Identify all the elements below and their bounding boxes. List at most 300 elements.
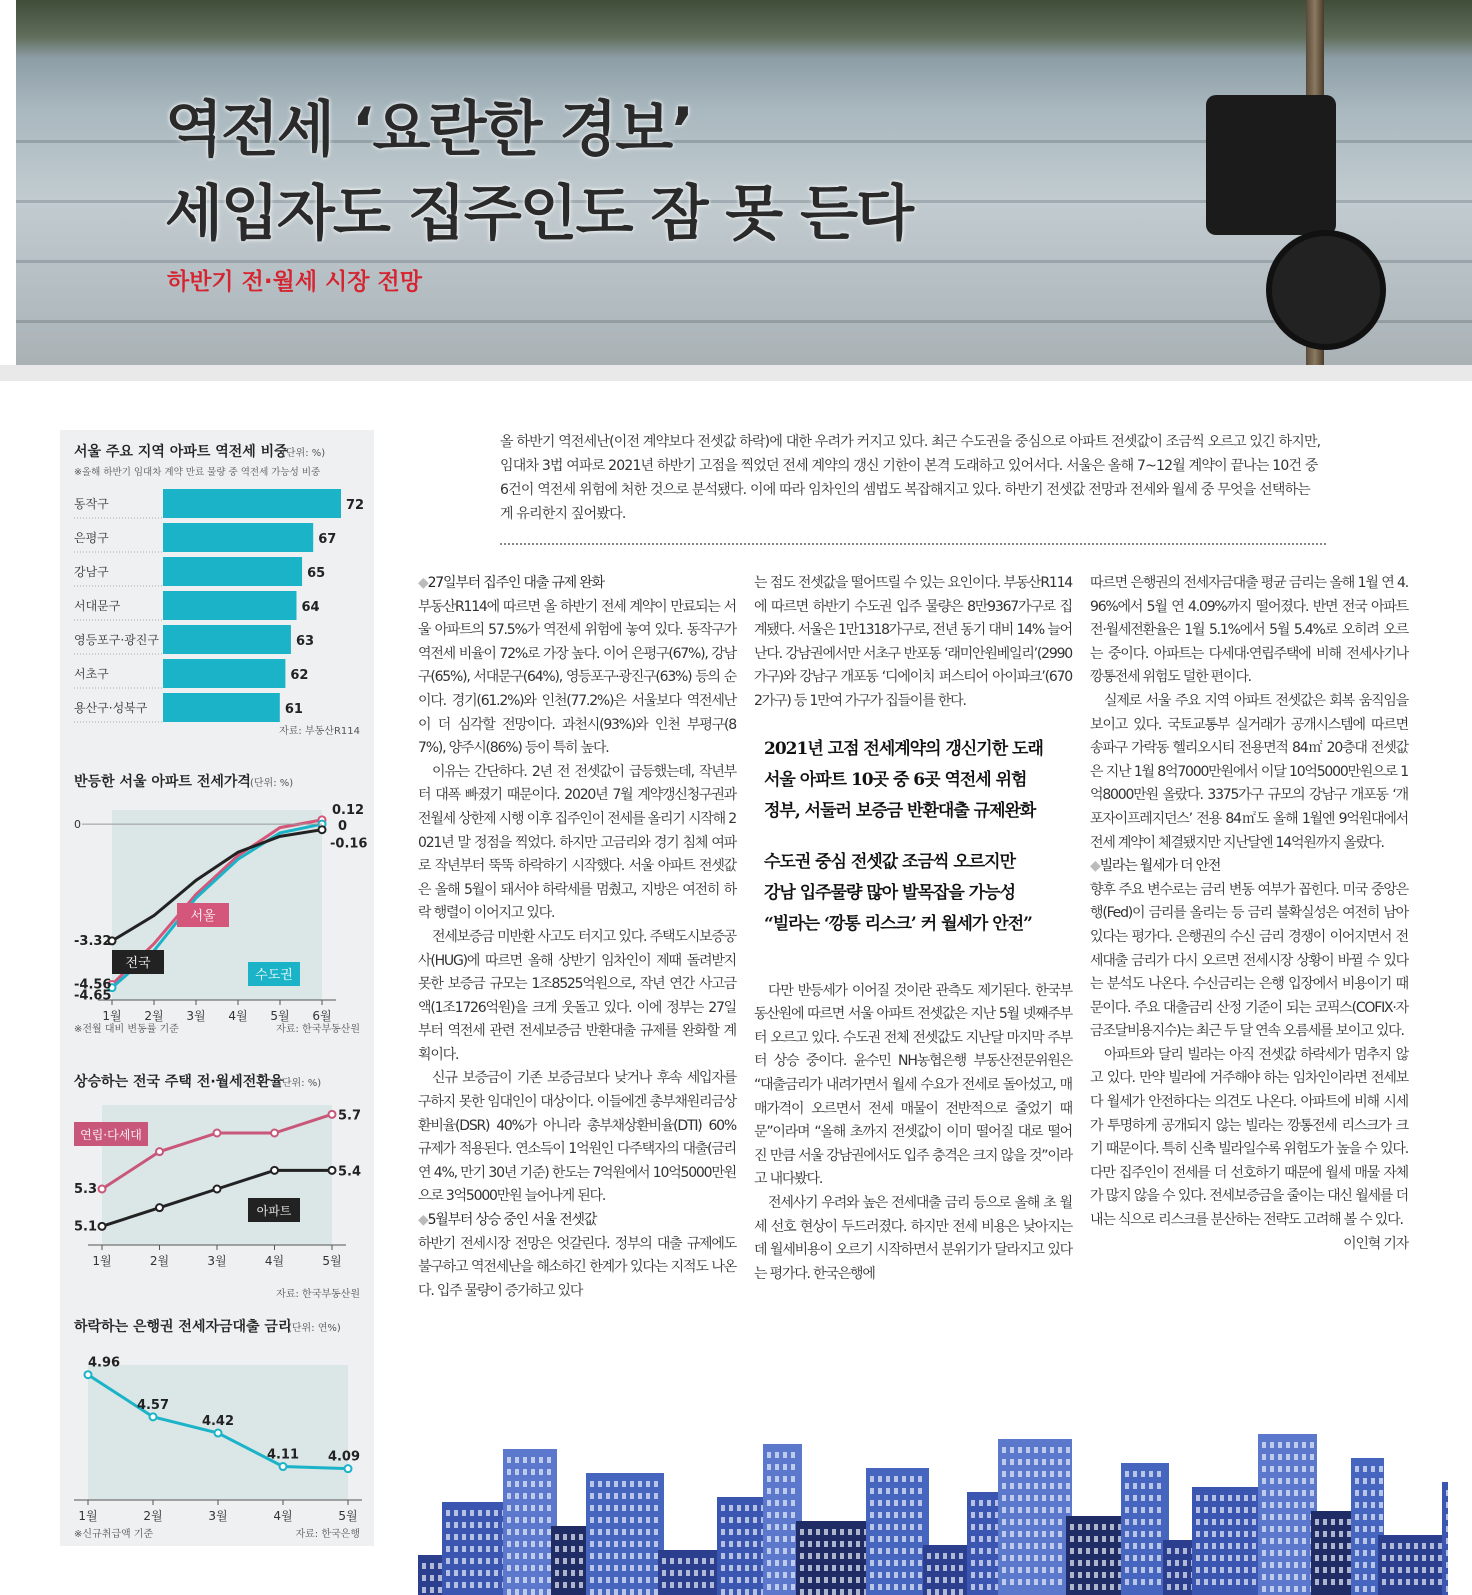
- window: [1294, 1550, 1298, 1556]
- window: [1026, 1495, 1030, 1501]
- window: [824, 1541, 828, 1547]
- window: [606, 1565, 610, 1571]
- window: [979, 1548, 983, 1554]
- window: [878, 1500, 882, 1506]
- window: [446, 1510, 450, 1516]
- window: [1294, 1586, 1298, 1592]
- window: [791, 1560, 795, 1566]
- window: [1018, 1507, 1022, 1513]
- window: [507, 1493, 511, 1499]
- window: [494, 1510, 498, 1516]
- window: [791, 1572, 795, 1578]
- window: [927, 1589, 931, 1595]
- chart-title: 상승하는 전국 주택 전·월세전환율: [74, 1074, 284, 1090]
- window: [622, 1517, 626, 1523]
- window: [598, 1577, 602, 1583]
- chart-source: 자료: 한국부동산원: [276, 1024, 360, 1035]
- window: [1070, 1548, 1074, 1554]
- window: [1050, 1555, 1054, 1561]
- window: [1422, 1567, 1426, 1573]
- paragraph-text: 이유는 간단하다. 2년 전 전셋값이 급등했는데, 작년부터 대폭 빠졌기 때문이다. 2020년 7월 계약갱신청구권과 전월세 상한제 시행 이후 집주인이 전세를 올리기 시작해 2021년 말 정점을 찍었다. 하지만 고금리와 경기 침체 여파로 작년부터 뚝뚝 하락하기 시작했다. 서울 아파트 전셋값은 올해 5월이 돼서야 하락세를 멈췄고, 지방은 여전히 하락 행렬이 이어지고 있다.: [418, 763, 736, 922]
- series-label: 서울: [190, 909, 216, 924]
- window: [462, 1510, 466, 1516]
- window: [630, 1577, 634, 1583]
- window: [1220, 1507, 1224, 1513]
- window: [951, 1553, 955, 1559]
- chart-source: 자료: 부동산R114: [279, 726, 360, 737]
- window: [1294, 1502, 1298, 1508]
- window: [1315, 1555, 1319, 1561]
- window: [614, 1577, 618, 1583]
- window: [878, 1536, 882, 1542]
- window: [478, 1582, 482, 1588]
- window: [1002, 1447, 1006, 1453]
- window: [848, 1589, 852, 1595]
- window: [590, 1541, 594, 1547]
- window: [523, 1565, 527, 1571]
- window: [430, 1575, 434, 1581]
- data-label: 4.96: [88, 1355, 121, 1371]
- window: [729, 1529, 733, 1535]
- speaker-image: [1206, 95, 1336, 235]
- window: [638, 1553, 642, 1559]
- window: [1094, 1560, 1098, 1566]
- window: [840, 1529, 844, 1535]
- window: [1058, 1543, 1062, 1549]
- window: [1278, 1490, 1282, 1496]
- window: [1390, 1555, 1394, 1561]
- window: [1371, 1490, 1375, 1496]
- window: [1042, 1555, 1046, 1561]
- window: [1018, 1555, 1022, 1561]
- data-point: [150, 1413, 157, 1420]
- window: [1310, 1502, 1314, 1508]
- window: [1414, 1555, 1418, 1561]
- window: [1355, 1466, 1359, 1472]
- window: [902, 1476, 906, 1482]
- window: [1078, 1524, 1082, 1530]
- window: [1270, 1514, 1274, 1520]
- window: [1371, 1550, 1375, 1556]
- window: [918, 1488, 922, 1494]
- window: [630, 1529, 634, 1535]
- window: [622, 1481, 626, 1487]
- window: [1196, 1519, 1200, 1525]
- window: [1149, 1507, 1153, 1513]
- window: [767, 1524, 771, 1530]
- window: [870, 1584, 874, 1590]
- window: [515, 1505, 519, 1511]
- window: [1347, 1519, 1351, 1525]
- window: [721, 1553, 725, 1559]
- window: [1422, 1579, 1426, 1585]
- window: [1157, 1543, 1161, 1549]
- window: [1331, 1555, 1335, 1561]
- window: [531, 1565, 535, 1571]
- window: [971, 1500, 975, 1506]
- window: [1196, 1495, 1200, 1501]
- window: [515, 1493, 519, 1499]
- paragraph: [418, 761, 736, 926]
- series-label: 전국: [125, 956, 151, 971]
- window: [878, 1572, 882, 1578]
- window: [1125, 1531, 1129, 1537]
- window: [1438, 1555, 1442, 1561]
- window: [1010, 1447, 1014, 1453]
- window: [894, 1476, 898, 1482]
- article-column-1: [418, 572, 736, 1303]
- window: [1058, 1507, 1062, 1513]
- window: [918, 1560, 922, 1566]
- window: [1270, 1550, 1274, 1556]
- window: [598, 1493, 602, 1499]
- window: [1323, 1531, 1327, 1537]
- window: [1066, 1495, 1070, 1501]
- window: [886, 1500, 890, 1506]
- window: [886, 1548, 890, 1554]
- window: [1270, 1478, 1274, 1484]
- window: [1058, 1471, 1062, 1477]
- window: [1196, 1579, 1200, 1585]
- window: [824, 1577, 828, 1583]
- window: [1086, 1572, 1090, 1578]
- window: [1175, 1548, 1179, 1554]
- section-subheading: [418, 1209, 736, 1233]
- window: [1070, 1584, 1074, 1590]
- window: [1315, 1543, 1319, 1549]
- window: [1315, 1567, 1319, 1573]
- window: [470, 1510, 474, 1516]
- bar-label: 동작구: [74, 497, 109, 511]
- window: [832, 1541, 836, 1547]
- paragraph: [1090, 1044, 1408, 1256]
- window: [1286, 1526, 1290, 1532]
- window: [646, 1589, 650, 1595]
- window: [971, 1548, 975, 1554]
- window: [1286, 1538, 1290, 1544]
- window: [1278, 1538, 1282, 1544]
- window: [721, 1565, 725, 1571]
- window: [959, 1577, 963, 1583]
- window: [1363, 1550, 1367, 1556]
- window: [979, 1584, 983, 1590]
- window: [808, 1529, 812, 1535]
- window: [1371, 1466, 1375, 1472]
- window: [507, 1577, 511, 1583]
- window: [1034, 1579, 1038, 1585]
- window: [721, 1577, 725, 1583]
- window: [1167, 1584, 1171, 1590]
- paragraph: 다만 반등세가 이어질 것이란 관측도 제기된다. 한국부동산원에 따르면 서울 아파트 전셋값은 지난 5월 넷째주부터 오르고 있다. 수도권 전체 전셋값도 지난달 마지막 주부터 상승 중이다. 윤수민 NH농협은행 부동산전문위원은 “대출금리가 내려가면서 월세 수요가 전세로 돌아섰고, 매매가격이 오르면서 전세 매물이 전반적으로 줄었기 때문”이라며 “올해 초까지 전셋값이 이미 떨어질 대로 떨어진 만큼 서울 강남권에서도 입주 충격은 크지 않을 것”이라고 내다봤다.: [754, 982, 1072, 1188]
- window: [783, 1512, 787, 1518]
- window: [1026, 1459, 1030, 1465]
- window: [590, 1529, 594, 1535]
- window: [1310, 1478, 1314, 1484]
- window: [1270, 1562, 1274, 1568]
- window: [902, 1584, 906, 1590]
- window: [630, 1493, 634, 1499]
- window: [1262, 1586, 1266, 1592]
- bar: [163, 625, 291, 654]
- window: [622, 1505, 626, 1511]
- window: [1149, 1555, 1153, 1561]
- data-label: -0.16: [330, 836, 368, 852]
- window: [614, 1493, 618, 1499]
- window: [721, 1541, 725, 1547]
- window: [638, 1541, 642, 1547]
- window: [1050, 1519, 1054, 1525]
- window: [870, 1572, 874, 1578]
- window: [918, 1500, 922, 1506]
- window: [1094, 1524, 1098, 1530]
- window: [555, 1570, 559, 1576]
- window: [1228, 1543, 1232, 1549]
- x-tick-label: 5월: [338, 1509, 358, 1523]
- window: [878, 1548, 882, 1554]
- window: [1050, 1483, 1054, 1489]
- window: [1204, 1495, 1208, 1501]
- window: [1294, 1538, 1298, 1544]
- window: [775, 1548, 779, 1554]
- window: [1446, 1586, 1448, 1592]
- window: [1196, 1555, 1200, 1561]
- window: [1379, 1514, 1383, 1520]
- bar-label: 영등포구·광진구: [74, 633, 159, 647]
- window: [454, 1522, 458, 1528]
- pull-quote-1: 2021년 고점 전세계약의 갱신기한 도래 서울 아파트 10곳 중 6곳 역전세 위험 정부, 서둘러 보증금 반환대출 규제완화: [764, 738, 1043, 821]
- bar: [163, 489, 341, 518]
- window: [1363, 1478, 1367, 1484]
- window: [848, 1541, 852, 1547]
- window: [729, 1505, 733, 1511]
- window: [507, 1529, 511, 1535]
- window: [1302, 1466, 1306, 1472]
- window: [1379, 1502, 1383, 1508]
- window: [1102, 1584, 1106, 1590]
- window: [1220, 1531, 1224, 1537]
- window: [1302, 1550, 1306, 1556]
- window: [1034, 1495, 1038, 1501]
- window: [753, 1529, 757, 1535]
- window: [563, 1534, 567, 1540]
- window: [832, 1589, 836, 1595]
- window: [1302, 1490, 1306, 1496]
- window: [1050, 1543, 1054, 1549]
- data-point: [329, 1111, 336, 1118]
- window: [943, 1577, 947, 1583]
- window: [606, 1481, 610, 1487]
- window: [662, 1558, 666, 1564]
- window: [775, 1524, 779, 1530]
- window: [1204, 1519, 1208, 1525]
- window: [832, 1529, 836, 1535]
- window: [1058, 1579, 1062, 1585]
- window: [486, 1534, 490, 1540]
- window: [462, 1534, 466, 1540]
- window: [1323, 1579, 1327, 1585]
- bar: [163, 659, 285, 688]
- window: [721, 1505, 725, 1511]
- window: [614, 1481, 618, 1487]
- window: [515, 1565, 519, 1571]
- window: [422, 1563, 426, 1569]
- window: [1220, 1567, 1224, 1573]
- data-label: 0.12: [332, 802, 365, 818]
- headline: [165, 88, 912, 256]
- window: [959, 1553, 963, 1559]
- window: [1034, 1519, 1038, 1525]
- window: [470, 1522, 474, 1528]
- building: [1121, 1463, 1169, 1595]
- data-point: [214, 1130, 221, 1137]
- window: [539, 1517, 543, 1523]
- x-tick-label: 3월: [207, 1254, 227, 1268]
- window: [1347, 1555, 1351, 1561]
- window: [694, 1570, 698, 1576]
- window: [422, 1587, 426, 1593]
- window: [470, 1570, 474, 1576]
- window: [710, 1582, 714, 1588]
- window: [910, 1584, 914, 1590]
- window: [515, 1457, 519, 1463]
- window: [1026, 1531, 1030, 1537]
- window: [775, 1476, 779, 1482]
- window: [646, 1553, 650, 1559]
- window: [1278, 1526, 1282, 1532]
- window: [943, 1565, 947, 1571]
- window: [598, 1505, 602, 1511]
- window: [486, 1522, 490, 1528]
- window: [1278, 1502, 1282, 1508]
- window: [1382, 1567, 1386, 1573]
- window: [1262, 1490, 1266, 1496]
- window: [902, 1572, 906, 1578]
- window: [783, 1572, 787, 1578]
- window: [1034, 1507, 1038, 1513]
- window: [775, 1464, 779, 1470]
- window: [598, 1529, 602, 1535]
- window: [783, 1452, 787, 1458]
- window: [745, 1553, 749, 1559]
- window: [430, 1587, 434, 1593]
- window: [1355, 1586, 1359, 1592]
- window: [987, 1524, 991, 1530]
- infographic-panel: [60, 430, 374, 1546]
- window: [894, 1536, 898, 1542]
- window: [1066, 1447, 1070, 1453]
- window: [1050, 1471, 1054, 1477]
- window: [1026, 1471, 1030, 1477]
- window: [1270, 1574, 1274, 1580]
- window: [686, 1582, 690, 1588]
- paragraph-text: 부동산R114에 따르면 올 하반기 전세 계약이 만료되는 서울 아파트의 57.5%가 역전세 위험에 놓여 있다. 동작구가 역전세 비율이 72%로 가장 높다. 이어 은평구(67%), 강남구(65%), 서대문구(64%), 영등포구·광진구(63%) 등의 순이다. 경기(61.2%)와 인천(77.2%)은 서울보다 역전세난이 더 심각할 전망이다. 과천시(93%)와 인천 부평구(87%), 양주시(86%) 등이 특히 높다.: [418, 598, 736, 757]
- window: [767, 1572, 771, 1578]
- data-point: [156, 1148, 163, 1155]
- window: [1286, 1586, 1290, 1592]
- window: [1157, 1495, 1161, 1501]
- window: [767, 1548, 771, 1554]
- paragraph: [418, 1067, 736, 1209]
- window: [1133, 1519, 1137, 1525]
- window: [539, 1577, 543, 1583]
- window: [1125, 1579, 1129, 1585]
- window: [1355, 1514, 1359, 1520]
- window: [1244, 1579, 1248, 1585]
- window: [494, 1570, 498, 1576]
- window: [824, 1589, 828, 1595]
- window: [886, 1536, 890, 1542]
- paragraph: [1090, 879, 1408, 1044]
- window: [1141, 1507, 1145, 1513]
- window: [547, 1517, 551, 1523]
- window: [654, 1493, 658, 1499]
- chart-note: ※전월 대비 변동률 기준: [74, 1024, 179, 1035]
- window: [1018, 1519, 1022, 1525]
- window: [1149, 1483, 1153, 1489]
- window: [1398, 1567, 1402, 1573]
- window: [910, 1524, 914, 1530]
- window: [523, 1577, 527, 1583]
- window: [430, 1563, 434, 1569]
- window: [1363, 1514, 1367, 1520]
- window: [1066, 1471, 1070, 1477]
- window: [878, 1488, 882, 1494]
- window: [729, 1541, 733, 1547]
- window: [1371, 1538, 1375, 1544]
- window: [943, 1553, 947, 1559]
- window: [1157, 1519, 1161, 1525]
- window: [1018, 1579, 1022, 1585]
- window: [1133, 1495, 1137, 1501]
- window: [494, 1582, 498, 1588]
- data-label: 4.42: [201, 1414, 235, 1430]
- window: [1034, 1483, 1038, 1489]
- window: [1270, 1466, 1274, 1472]
- window: [1244, 1555, 1248, 1561]
- window: [1018, 1567, 1022, 1573]
- window: [840, 1589, 844, 1595]
- window: [670, 1558, 674, 1564]
- window: [1355, 1502, 1359, 1508]
- window: [1446, 1550, 1448, 1556]
- window: [767, 1488, 771, 1494]
- window: [767, 1512, 771, 1518]
- window: [606, 1529, 610, 1535]
- window: [515, 1529, 519, 1535]
- window: [878, 1524, 882, 1530]
- window: [1002, 1483, 1006, 1489]
- window: [971, 1524, 975, 1530]
- bar-value: 61: [284, 702, 303, 717]
- window: [646, 1541, 650, 1547]
- building: [1378, 1535, 1448, 1595]
- window: [1157, 1555, 1161, 1561]
- window: [1141, 1495, 1145, 1501]
- window: [598, 1553, 602, 1559]
- window: [1141, 1543, 1145, 1549]
- window: [870, 1536, 874, 1542]
- window: [783, 1476, 787, 1482]
- window: [1262, 1550, 1266, 1556]
- window: [1050, 1495, 1054, 1501]
- window: [662, 1570, 666, 1576]
- window: [1220, 1579, 1224, 1585]
- window: [438, 1563, 442, 1569]
- window: [959, 1565, 963, 1571]
- y-zero-label: 0: [74, 818, 81, 832]
- paragraph: [418, 926, 736, 1068]
- window: [910, 1500, 914, 1506]
